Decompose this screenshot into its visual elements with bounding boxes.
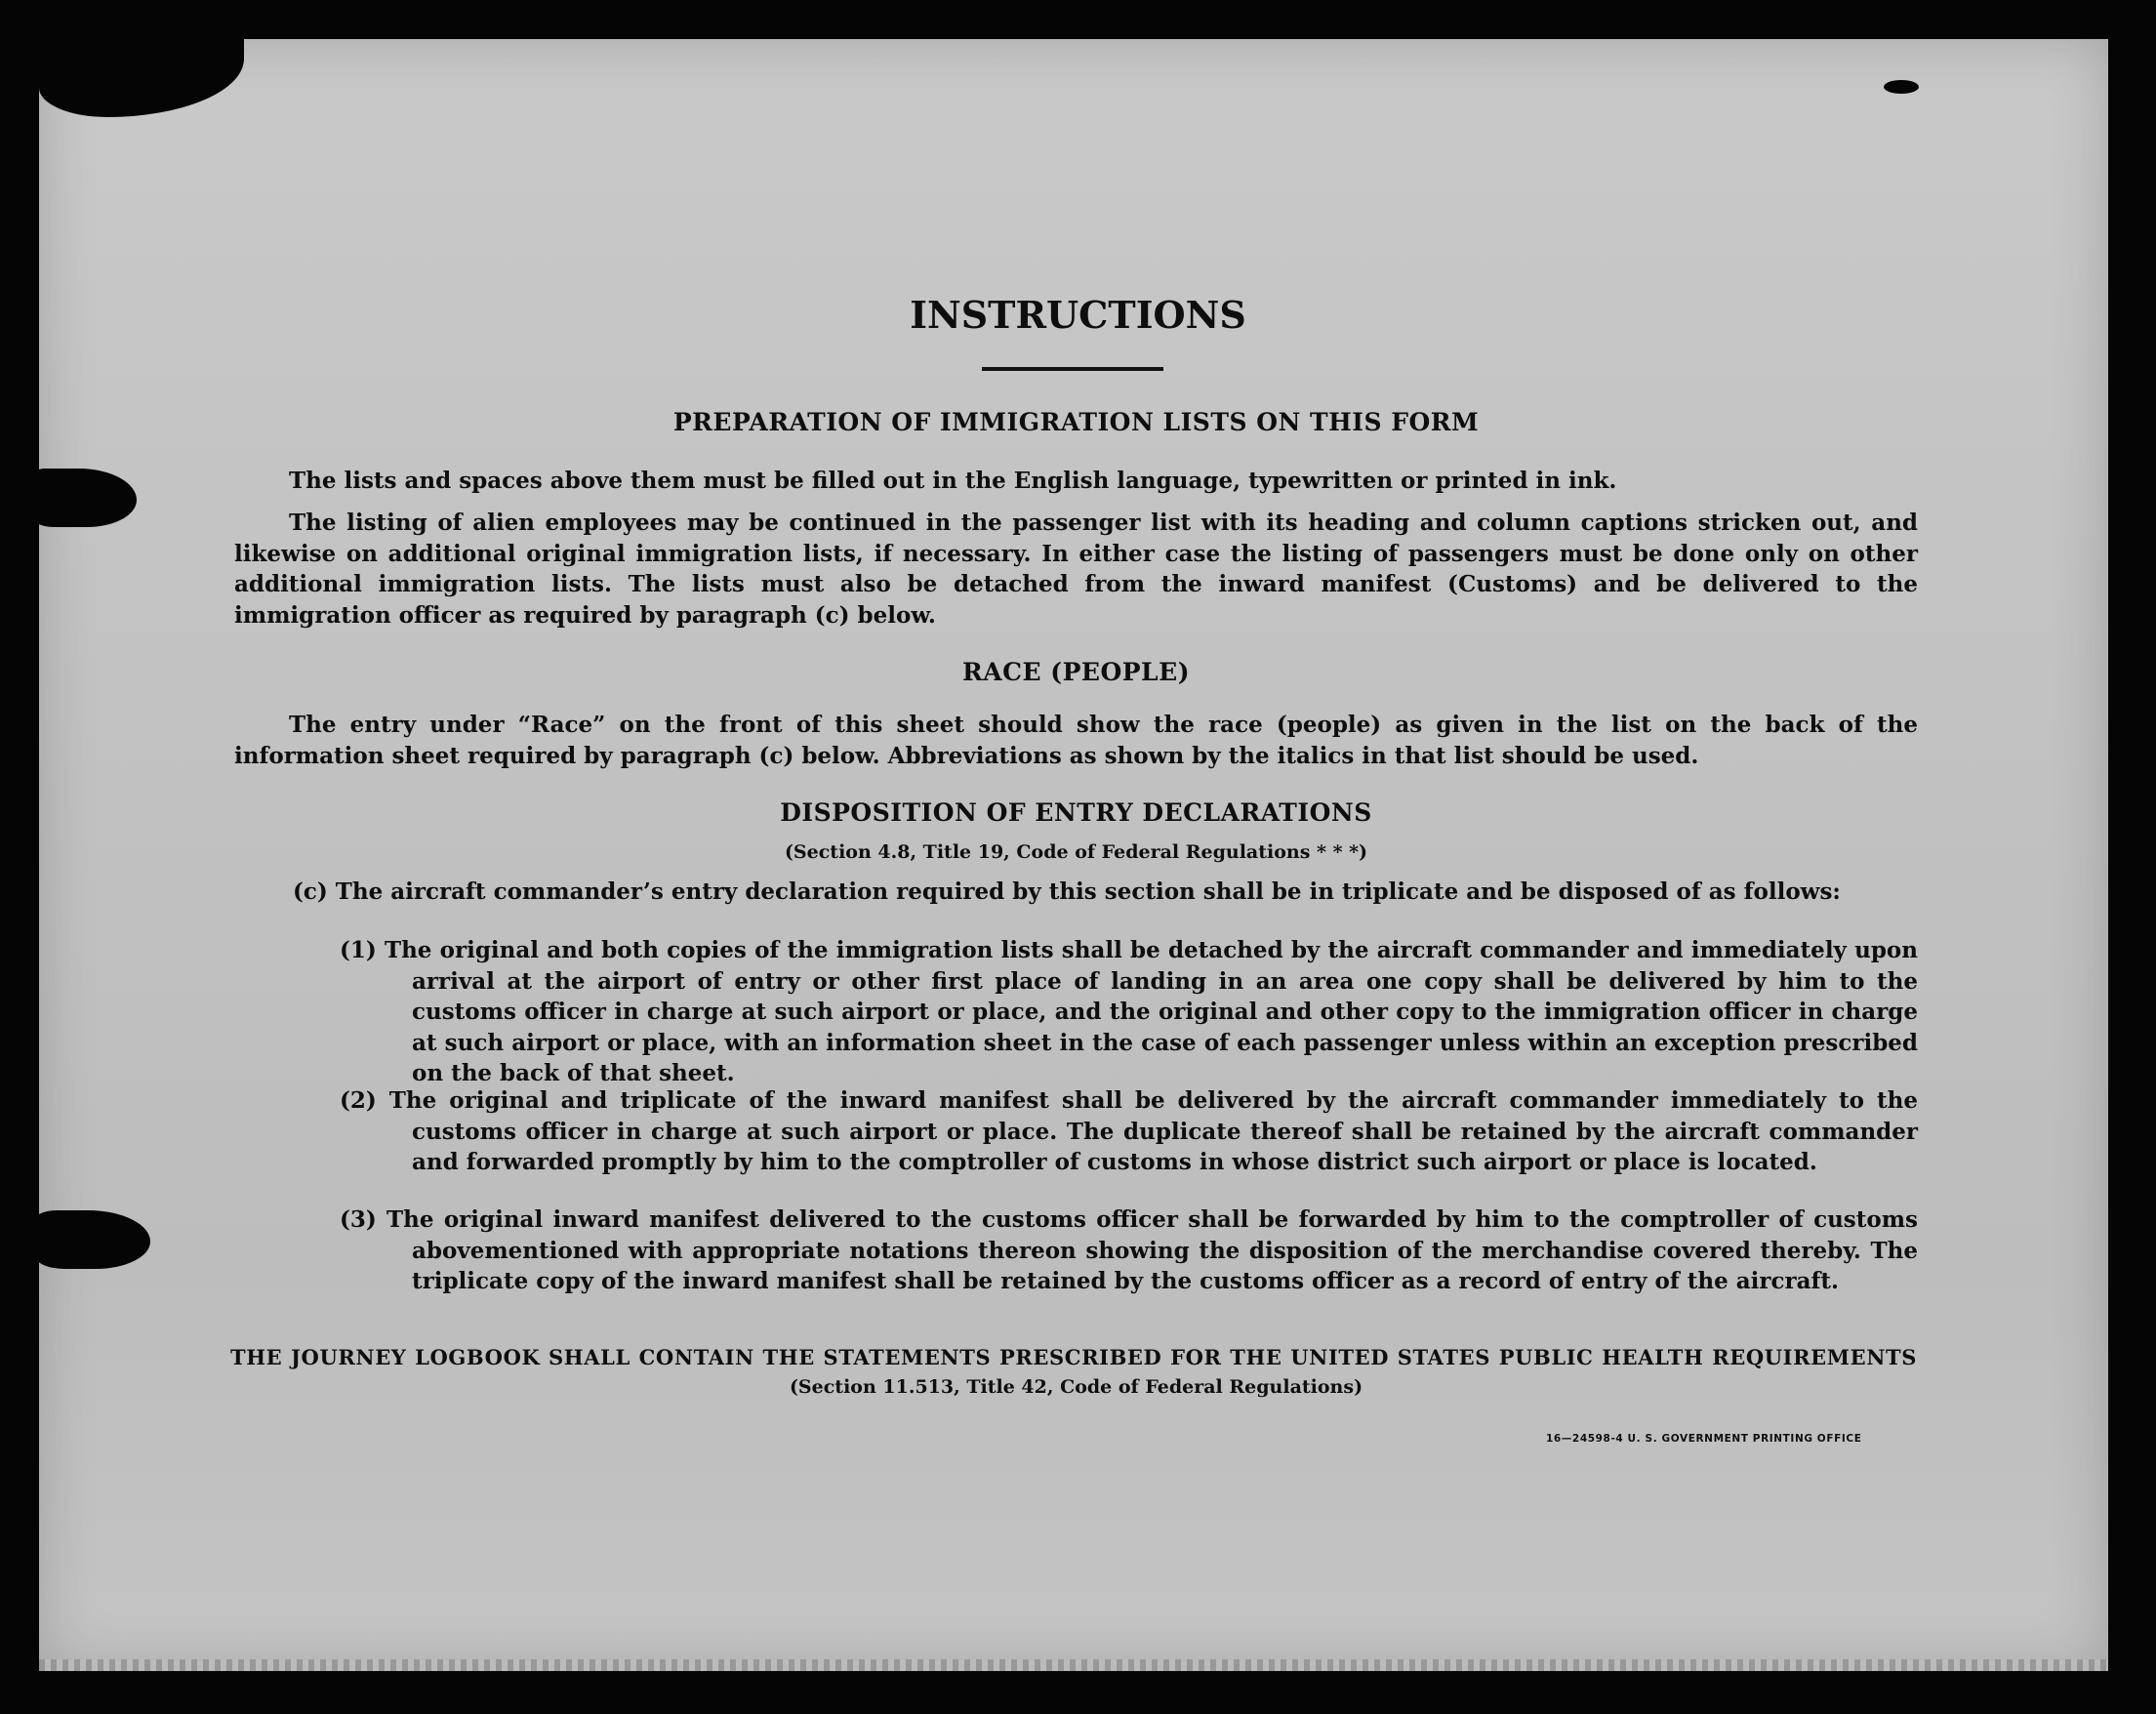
section-heading-preparation: PREPARATION OF IMMIGRATION LISTS ON THIS FORM [672, 408, 1480, 436]
list-item-2: (2) The original and triplicate of the inward manifest shall be delivered by the aircraft commander immediately to the customs officer in charge at such airport or place. The duplicate thereof shall be retained by the aircraft commander and forwarded promptly by him to the comptroller of customs in whose district such airport or place is located. [340, 1087, 1918, 1175]
paragraph-lists-language: The lists and spaces above them must be filled out in the English language, typewritten or printed in ink. [289, 468, 1617, 494]
footer-statement: THE JOURNEY LOGBOOK SHALL CONTAIN THE STATEMENTS PRESCRIBED FOR THE UNITED STATES PUBLIC HEALTH REQUIREMENTS [230, 1345, 1917, 1369]
footer-citation: (Section 11.513, Title 42, Code of Federal Regulations) [789, 1376, 1363, 1398]
title-underline [982, 367, 1163, 371]
printing-office-imprint: 16—24598-4 U. S. GOVERNMENT PRINTING OFFICE [1546, 1433, 1862, 1445]
section-heading-disposition: DISPOSITION OF ENTRY DECLARATIONS [780, 798, 1372, 827]
section-heading-race: RACE (PEOPLE) [961, 658, 1191, 686]
paragraph-race-entry: The entry under “Race” on the front of this sheet should show the race (people) as given in the list on the back of the information sheet required by paragraph (c) below. Abbreviations as shown by the italics in that list should be used. [234, 712, 1918, 769]
list-item-3: (3) The original inward manifest delivered to the customs officer shall be forwarded by him to the comptroller of customs abovementioned with appropriate notations thereon showing the disposition of the merchandise covered thereby. The triplicate copy of the inward manifest shall be retained by the customs officer as a record of entry of the aircraft. [340, 1206, 1918, 1294]
page-title: INSTRUCTIONS [910, 293, 1246, 337]
paragraph-alien-employees: The listing of alien employees may be continued in the passenger list with its heading and column captions stricken out, and likewise on additional original immigration lists, if necessary. In either case the listing of passengers must be done only on other additional immigration lists. The lists must also be detached from the inward manifest (Customs) and be delivered to the immigration officer as required by paragraph (c) below. [234, 510, 1918, 629]
paper-bottom-edge [39, 1659, 2108, 1671]
paragraph-entry-declaration: (c) The aircraft commander’s entry declaration required by this section shall be in triplicate and be disposed of as follows: [293, 878, 1841, 905]
list-item-1: (1) The original and both copies of the immigration lists shall be detached by the aircraft commander and immediately upon arrival at the airport of entry or other first place of landing in an area one copy shall be delivered by him to the customs officer in charge at such airport or place, and the original and other copy to the immigration officer in charge at such airport or place, with an information sheet in the case of each passenger unless within an exception prescribed on the back of that sheet. [340, 937, 1918, 1086]
section-citation-title19: (Section 4.8, Title 19, Code of Federal Regulations * * *) [784, 841, 1368, 863]
